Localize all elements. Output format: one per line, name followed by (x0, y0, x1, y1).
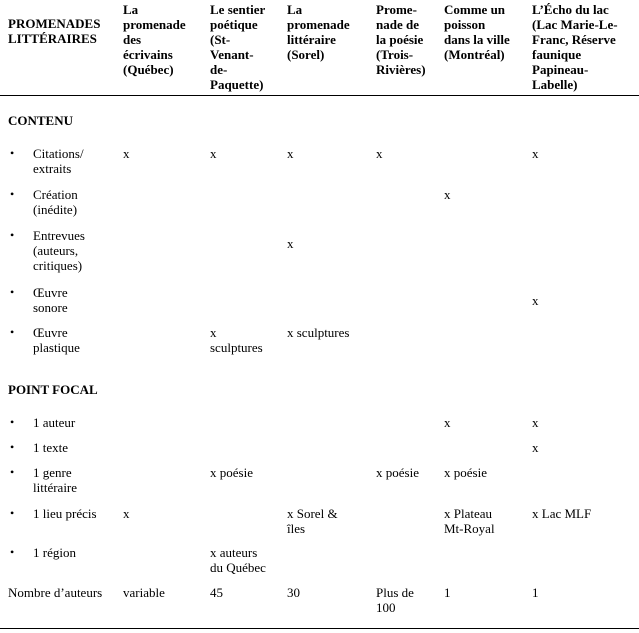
bullet: • (10, 146, 15, 160)
cell: x (532, 415, 539, 430)
row-label-un-auteur: 1 auteur (33, 415, 76, 430)
cell: x (532, 440, 539, 455)
row-label-une-region: 1 région (33, 545, 76, 560)
section-contenu: CONTENU (8, 113, 74, 128)
cell: x auteurs du Québec (210, 545, 266, 575)
row-label-un-texte: 1 texte (33, 440, 69, 455)
header-title: PROMENADES LITTÉRAIRES (8, 16, 101, 46)
bottom-divider (0, 628, 639, 629)
cell: x (123, 506, 130, 521)
cell: x Plateau Mt-Royal (444, 506, 495, 536)
cell: x (376, 146, 383, 161)
cell: variable (123, 585, 165, 600)
cell: x (532, 146, 539, 161)
bullet: • (10, 506, 15, 520)
cell: Plus de 100 (376, 585, 414, 615)
row-label-creation: Création (inédite) (33, 187, 78, 217)
cell: x Sorel & îles (287, 506, 338, 536)
cell: x Lac MLF (532, 506, 592, 521)
cell: x (287, 236, 294, 251)
bullet: • (10, 285, 15, 299)
cell: 30 (287, 585, 300, 600)
cell: 45 (210, 585, 223, 600)
row-label-nombre-auteurs: Nombre d’auteurs (8, 585, 103, 600)
cell: x sculptures (287, 325, 350, 340)
bullet: • (10, 440, 15, 454)
row-label-un-genre: 1 genre littéraire (33, 465, 78, 495)
cell: x (123, 146, 130, 161)
bullet: • (10, 465, 15, 479)
bullet: • (10, 325, 15, 339)
header-col-montreal: Comme un poisson dans la ville (Montréal) (444, 2, 510, 62)
bullet: • (10, 415, 15, 429)
cell: x (444, 187, 451, 202)
header-col-echo-du-lac: L’Écho du lac (Lac Marie-Le- Franc, Réserve faunique Papineau- Labelle) (532, 2, 618, 92)
cell: x poésie (444, 465, 487, 480)
cell: x (532, 293, 539, 308)
cell: x poésie (210, 465, 253, 480)
row-label-oeuvre-plastique: Œuvre plastique (33, 325, 80, 355)
header-col-sorel: La promenade littéraire (Sorel) (287, 2, 350, 62)
cell: x (287, 146, 294, 161)
cell: x sculptures (210, 325, 263, 355)
cell: x (210, 146, 217, 161)
section-point-focal: POINT FOCAL (8, 382, 98, 397)
cell: x poésie (376, 465, 419, 480)
row-label-oeuvre-sonore: Œuvre sonore (33, 285, 68, 315)
header-col-trois-rivieres: Prome- nade de la poésie (Trois- Rivières) (376, 2, 426, 77)
bullet: • (10, 545, 15, 559)
cell: 1 (444, 585, 451, 600)
header-divider (0, 95, 639, 96)
cell: x (444, 415, 451, 430)
bullet: • (10, 228, 15, 242)
header-col-sentier: Le sentier poétique (St- Venant- de- Paquette) (210, 2, 266, 92)
bullet: • (10, 187, 15, 201)
row-label-citations: Citations/ extraits (33, 146, 84, 176)
header-col-ecrivains: La promenade des écrivains (Québec) (123, 2, 186, 77)
row-label-entrevues: Entrevues (auteurs, critiques) (33, 228, 85, 273)
row-label-un-lieu: 1 lieu précis (33, 506, 97, 521)
cell: 1 (532, 585, 539, 600)
